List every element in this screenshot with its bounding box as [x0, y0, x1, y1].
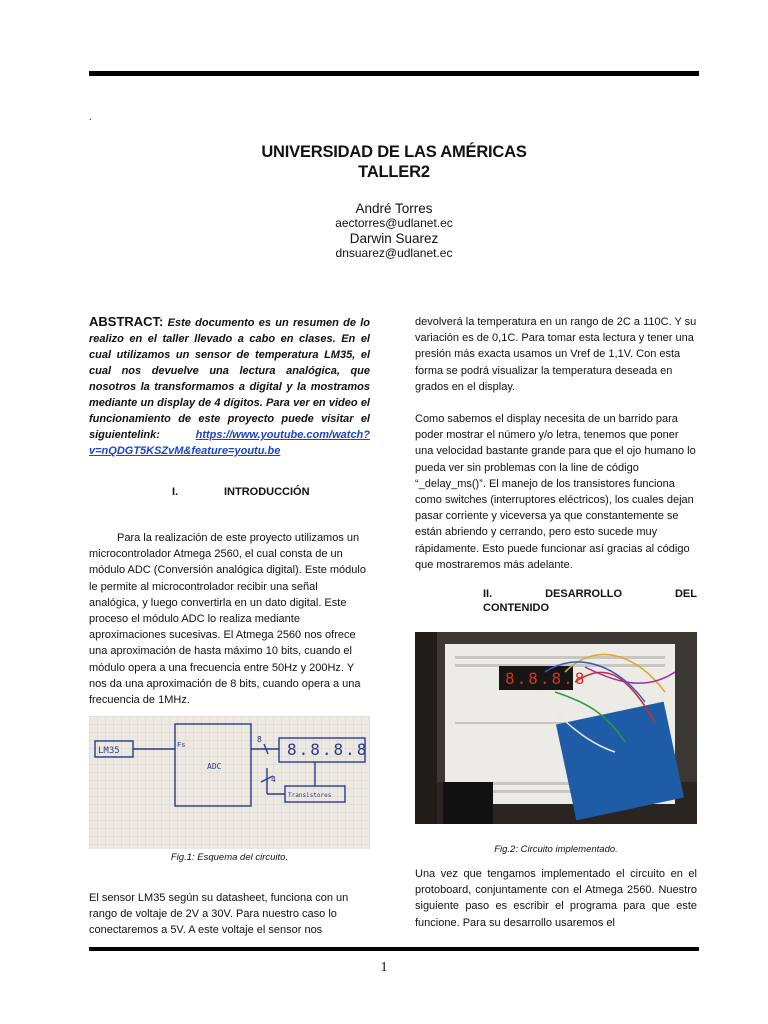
abstract-lead: ABSTRACT:: [89, 314, 164, 329]
figure-circuit-photo: [415, 632, 697, 824]
implementation-paragraph: Una vez que tengamos implementado el circuito en el protoboard, conjuntamente con el Atmega 2560. Nuestro siguiente paso es escribir el programa para que este funcione. Para su desarrollo usaremos el: [415, 868, 697, 929]
section-title-word: CONTENIDO: [483, 602, 549, 614]
label-four: 4: [271, 775, 276, 784]
title-block: [89, 142, 699, 182]
label-sensor: LM35: [98, 746, 120, 756]
bottom-rule: [89, 947, 699, 951]
title-institution: UNIVERSIDAD DE LAS AMÉRICAS: [261, 143, 527, 161]
abstract: [89, 314, 370, 459]
section-title-word: DESARROLLO: [545, 588, 623, 600]
section-heading-desarrollo: [483, 587, 697, 615]
display-digits: 8.8.8.8: [505, 669, 587, 688]
label-bits: 8: [257, 735, 262, 744]
author-email: dnsuarez@udlanet.ec: [335, 246, 453, 260]
author-name: Darwin Suarez: [349, 231, 439, 246]
author-email: aectorres@udlanet.ec: [335, 216, 453, 230]
title-workshop: TALLER2: [358, 163, 430, 181]
section-heading-introduccion: [172, 486, 352, 498]
intro-paragraph: Para la realización de este proyecto utilizamos un microcontrolador Atmega 2560, el cual consta de un módulo ADC (Conversión analógica digital). Este módulo le permite al microcontrolador recibir una señal analógica, y luego convertirla en un dato digital. Este proceso el módulo ADC lo realiza mediante aproximaciones sucesivas. El Atmega 2560 nos ofrece una aproximación de hasta máximo 10 bits, cuando el módulo opera a una frecuencia entre 50Hz y 200Hz. Y nos da una aproximación de 8 bits, cuando opera a una frecuencia de 1MHz.: [89, 532, 366, 707]
label-transistors: Transistores: [288, 792, 332, 799]
label-fs: Fs: [177, 741, 186, 749]
author-name: André Torres: [355, 201, 433, 216]
usb-cable-box: [443, 782, 493, 824]
figure-circuit-schematic: [89, 716, 370, 849]
video-link[interactable]: https://www.youtube.com/watch?v=nQDGT5KSZvM&feature=youtu.be: [89, 429, 370, 457]
figure1-caption: Fig.1: Esquema del circuito.: [170, 852, 289, 863]
top-rule: [89, 71, 699, 76]
label-adc: ADC: [207, 762, 222, 771]
schematic-drawing: [89, 716, 370, 849]
section-number: I.: [172, 486, 179, 498]
abstract-text: Este documento es un resumen de lo realizo en el taller llevado a cabo en clases. En el cual utilizamos un sensor de temperatura LM35, el cual nos devuelve una lectura analógica, que nosotros la transformamos a digital y la mostramos mediante un display de 4 dígitos. Para ver en video el funcionamiento de este proyecto puede visitar el siguientelink:: [89, 317, 370, 441]
header-dot: .: [89, 112, 92, 123]
section-title: INTRODUCCIÓN: [224, 486, 310, 498]
page-number: 1: [380, 960, 388, 975]
figure2-caption: Fig.2: Circuito implementado.: [494, 844, 618, 855]
label-display: 8.8.8.8: [287, 740, 369, 759]
section-title-word: DEL: [674, 588, 697, 600]
lm35-paragraph: El sensor LM35 según su datasheet, funciona con un rango de voltaje de 2V a 30V. Para nuestro caso lo conectaremos a 5V. A este voltaje el sensor nos: [89, 892, 349, 937]
circuit-photo-drawing: [415, 632, 697, 824]
section-number: II.: [483, 588, 493, 600]
display-paragraph: Como sabemos el display necesita de un barrido para poder mostrar el número y/o letra, tenemos que poner una velocidad bastante grande para que el ojo humano lo pueda ver sin problemas con la line de código “_delay_ms()”. El manejo de los transistores funciona como switches (interruptores eléctricos), los cuales dejan pasar corriente y viceversa ya que constantemente se están abriendo y cerrando, pero esto sucede muy rápidamente. Esto puede funcionar así gracias al código que mostraremos más adelante.: [415, 413, 696, 571]
authors: [89, 201, 699, 261]
temperature-paragraph: devolverá la temperatura en un rango de 2C a 110C. Y su variación es de 0,1C. Para tomar esta lectura y tener una presión más exacta usamos un Vref de 1,1V. Con esta forma se podrá visualizar la temperatura deseada en grados en el display.: [415, 316, 697, 393]
